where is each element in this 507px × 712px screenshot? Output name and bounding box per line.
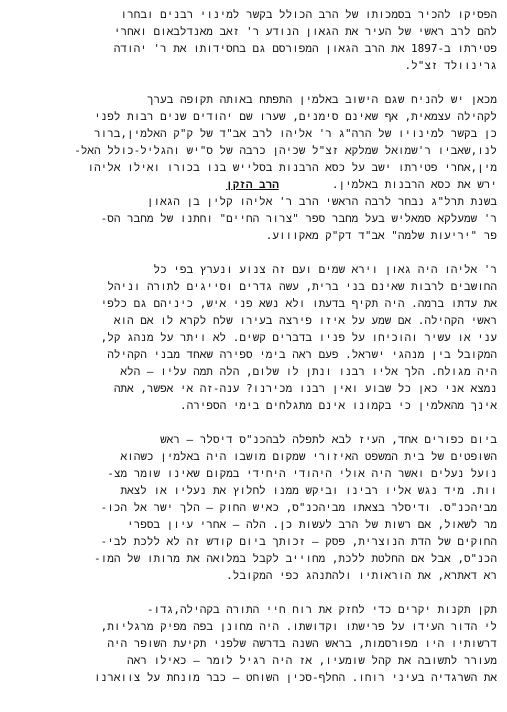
- text-line: נועל נעלים ואשר היה אולי היהודי היחידי במקום שאינו שומר מצ-: [107, 467, 497, 480]
- text-line: השופטים של בית המשפט האיזורי שמקום מושבו היה באלמין כשהוא: [120, 450, 497, 463]
- text-line: ביום כפורים אחד, העיז לבא לתפלה לבהכנ"ס דיסלר – ראש: [160, 433, 497, 446]
- text-line-with-heading: [10, 176, 497, 193]
- text-line: רא דאתרא, את הוראותיו ולהתנהג כפי המקובל.: [226, 569, 497, 582]
- text-line: הכנ"ס, אבל אם החלטת ללכת, מחוייב לקבל במלואה את מרותו של המו-: [94, 552, 497, 565]
- text-line: בשנת תרל"ג נבחר לרבה הראשי הרב ר' אליהו קלין בן הגאון: [146, 195, 497, 208]
- text-line: מין,אחרי פטירתו ישב על כסא הרבנות בסלייש בנו בכורו ואילו אליהו: [87, 161, 497, 174]
- paragraph-gap: [10, 414, 497, 431]
- text-line: את עדתו ברמה. היה תקיף בדעתו ולא נשא פני איש, כיניהם גם כלפי: [100, 297, 497, 310]
- text-line: מעורר לתשובה את קהל שומעיו, אז היה רגיל לומר – כאילו ראה: [127, 654, 497, 667]
- text-line: היה מגולח. הלך אליו רבנו ונתן לו שלום, הלה תמה עליו – הלא: [120, 365, 497, 378]
- text-line: מר לשאול, אם רשות של הרב לעשות כן. הלה – אחרי עיון בספרי: [127, 518, 497, 531]
- text-line: ר' שמעלקא סמאליש בעל מחבר ספר "צרור החיים" וחתנו של מחבר הס-: [100, 212, 497, 225]
- text-line: את השרגדיה בעיני רוחו. החלף-סכין השוחט – כבר מונחת על צווארנו: [94, 671, 497, 684]
- text-line: עני או עשיר והוכיחו על פניו בדברים קשים. לא ויתר על מנהג קל,: [100, 331, 497, 344]
- paragraph-1: [10, 6, 497, 74]
- text-line: מכאן יש להניח שגם הישוב באלמין התפתח באותה תקופה בערך: [146, 93, 497, 106]
- text-line: ר' אליהו היה גאון וירא שמים ועם זה צנוע ונערץ בפי כל: [153, 263, 497, 276]
- paragraph-gap: [10, 584, 497, 601]
- text-line: החושבים לרבות שאינם בני ברית, עשה גדרים וסייגים לתורה וניהל: [107, 280, 497, 293]
- text-line: להם לרב ראשי של העיר את הגאון הנודע ר' זאב מאנדלבאום ואחרי: [113, 25, 497, 38]
- text-line: מביהכנ"ס. ודיסלר בצאתו מביהכנ"ס, כאיש החוק – הלך ישר אל הכו-: [100, 501, 497, 514]
- paragraph-4: [10, 261, 497, 414]
- text-line: נמצא אני כאן כל שבוע ואין רבנו מכירנו? ענה-זה אי אפשר, אתה: [113, 382, 497, 395]
- text-line: לי הדור העידו על פרישתו וקדושתו. היה מחונן בפה מפיק מרגליות,: [100, 620, 497, 633]
- text-line: תקן תקנות יקרים כדי לחזק את רוח חיי התורה בקהילה,גדו-: [146, 603, 497, 616]
- text-line: הפסיקו להכיר בסמכותו של הרב הכולל בקשר למינוי רבנים ובחרו: [120, 8, 497, 21]
- text-line: ראשי הקהילה. אם שמע על איזו פירצה בעירו שלח לקרא לו אם הוא: [113, 314, 497, 327]
- paragraph-2: [10, 91, 497, 193]
- paragraph-3: [10, 193, 497, 244]
- paragraph-6: [10, 601, 497, 686]
- text-line: דרשותיו היו מפורסמות, בראש השנה בדרשה שלפני תקיעת השופר היה: [107, 637, 497, 650]
- text-line: לקהילה עצמאית, אף שאינם סימנים, שערו שם יהודים שנים רבות לפני: [94, 110, 497, 123]
- text-line: אינך מהאלמין כי בקמונו אינם מתגלחים בימי הספירה.: [179, 399, 497, 412]
- text-line: פטירתו ב-1897 את הרב הגאון המפורסם גם בחסידותו את ר' יהודה: [113, 42, 497, 55]
- paragraph-gap: [10, 74, 497, 91]
- text-line: וות. מיד נגש אליו רבינו וביקש ממנו לחלוץ את נעליו או לצאת: [120, 484, 497, 497]
- text-line: המקובל בין מנהגי ישראל. פעם ראה בימי ספירה שאחד מבני הקהילה: [107, 348, 497, 361]
- paragraph-gap: [10, 244, 497, 261]
- text-line: גרינוולד זצ"ל.: [404, 59, 497, 72]
- text-line: כן בקשר למינויו של הרה"ג ר' אליהו לרב אב"ד של ק"ק האלמין,ברור: [93, 127, 497, 140]
- text-line: פר "יריעות שלמה" אב"ד דק"ק מאקוווע.: [265, 229, 497, 242]
- section-heading: הרב הזקן: [226, 178, 279, 191]
- text-fragment: ירש את כסא הרבנות באלמין.: [331, 178, 497, 191]
- text-line: לנו,שאביו ר'שמואל שמלקא זצ"ל שכיהן כרבה של ס"יש והגליל-כולל האל-: [74, 144, 497, 157]
- paragraph-5: [10, 431, 497, 584]
- text-line: החוקים של הדת הנוצרית, פסק – זכותך ביום קודש זה לא ללכת לבי-: [100, 535, 497, 548]
